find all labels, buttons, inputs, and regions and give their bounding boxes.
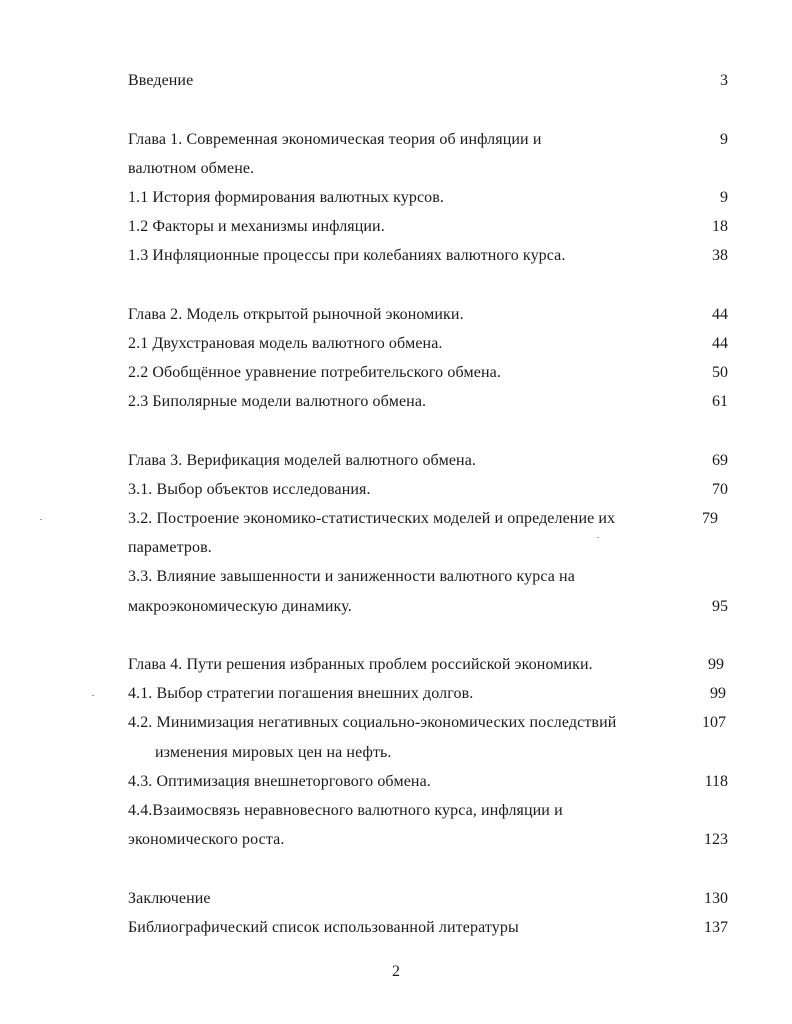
toc-bibliography-title: Библиографический список использованной литературы [128, 919, 519, 936]
toc-1-2-page: 18 [712, 218, 728, 235]
toc-2-3-title: 2.3 Биполярные модели валютного обмена. [128, 393, 427, 410]
toc-4-2-title-line1: 4.2. Минимизация негативных социально-экономических последствий [128, 714, 617, 731]
toc-ch2-title: Глава 2. Модель открытой рыночной экономики. [128, 306, 464, 323]
toc-3-3-page: 95 [712, 598, 728, 615]
toc-3-3-title-line1: 3.3. Влияние завышенности и заниженности валютного курса на [128, 568, 575, 585]
toc-bibliography-page: 137 [704, 919, 728, 936]
toc-4-3-page: 118 [704, 773, 728, 790]
scan-speck [92, 695, 94, 696]
toc-ch3-page: 69 [712, 452, 728, 469]
toc-2-1-page: 44 [712, 335, 728, 352]
scan-speck [40, 519, 42, 520]
toc-3-3-title-line2: макроэкономическую динамику. [128, 598, 352, 615]
toc-3-1-title: 3.1. Выбор объектов исследования. [128, 481, 371, 498]
toc-2-2-page: 50 [712, 364, 728, 381]
toc-conclusion-title: Заключение [128, 890, 211, 907]
toc-ch1-title-line1: Глава 1. Современная экономическая теория об инфляции и [128, 131, 542, 148]
toc-intro-page: 3 [720, 72, 728, 89]
toc-2-3-page: 61 [712, 393, 728, 410]
toc-ch4-title: Глава 4. Пути решения избранных проблем российской экономики. [128, 656, 593, 673]
toc-1-1-page: 9 [720, 189, 728, 206]
toc-ch1-page: 9 [720, 131, 728, 148]
toc-4-2-page: 107 [702, 714, 726, 731]
toc-1-3-page: 38 [712, 247, 728, 264]
toc-3-2-page: 79 [702, 510, 718, 527]
toc-4-4-title-line1: 4.4.Взаимосвязь неравновесного валютного курса, инфляции и [128, 802, 563, 819]
toc-4-1-page: 99 [710, 685, 726, 702]
toc-3-1-page: 70 [712, 481, 728, 498]
toc-4-1-title: 4.1. Выбор стратегии погашения внешних долгов. [128, 685, 474, 702]
toc-1-1-title: 1.1 История формирования валютных курсов. [128, 189, 445, 206]
toc-4-2-title-line2: изменения мировых цен на нефть. [155, 744, 392, 761]
toc-conclusion-page: 130 [704, 890, 728, 907]
toc-1-3-title: 1.3 Инфляционные процессы при колебаниях валютного курса. [128, 247, 566, 264]
toc-2-1-title: 2.1 Двухстрановая модель валютного обмена. [128, 335, 443, 352]
toc-4-3-title: 4.3. Оптимизация внешнеторгового обмена. [128, 773, 431, 790]
toc-4-4-page: 123 [704, 831, 728, 848]
toc-3-2-title-line2: параметров. [128, 539, 212, 556]
scan-speck [597, 537, 599, 538]
toc-ch1-title-line2: валютном обмене. [128, 160, 255, 177]
toc-2-2-title: 2.2 Обобщённое уравнение потребительского обмена. [128, 364, 501, 381]
toc-1-2-title: 1.2 Факторы и механизмы инфляции. [128, 218, 385, 235]
toc-4-4-title-line2: экономического роста. [128, 831, 285, 848]
toc-ch2-page: 44 [712, 306, 728, 323]
toc-ch3-title: Глава 3. Верификация моделей валютного обмена. [128, 452, 477, 469]
toc-3-2-title-line1: 3.2. Построение экономико-статистических моделей и определение их [128, 510, 616, 527]
toc-intro-title: Введение [128, 72, 194, 89]
page-number: 2 [392, 963, 400, 980]
toc-ch4-page: 99 [708, 656, 724, 673]
